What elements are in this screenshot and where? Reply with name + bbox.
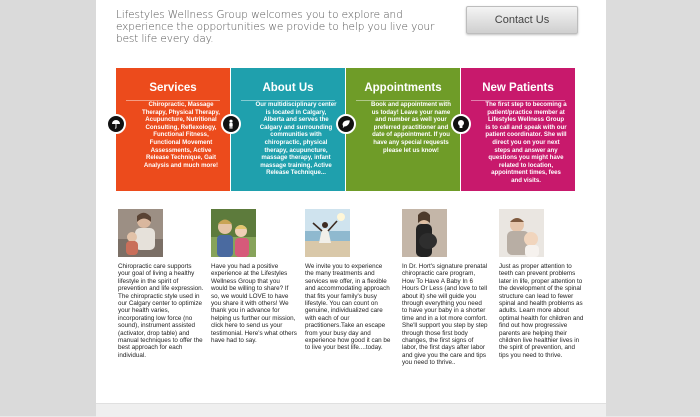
services-panel[interactable]	[116, 68, 230, 191]
panel-text: Chiropractic, Massage Therapy, Physical Therapy, Acupuncture, Nutritional Consulting, Reflexology, Functional Fitness, Functional Movement Assessments, Active Release Technique, Gait Analysis and much more!	[141, 101, 220, 169]
person-icon	[221, 114, 241, 134]
pregnancy-photo	[402, 209, 447, 257]
panel-title[interactable]: About Us	[262, 82, 314, 94]
prenatal-program-text: In Dr. Hort's signature prenatal chiropractic care program, How To Have A Baby In 6 Hours Or Less (and love to tell about it) she will guide you through everything you need to have your baby in a shorter time and in a lot more comfort. She'll support you step by step through those first body changes, the first signs of labor, the first days after labor and give you the care and tips you need to thrive..	[402, 263, 488, 367]
footer-bar	[96, 403, 606, 417]
appointments-panel[interactable]	[346, 68, 460, 191]
lightbulb-icon	[451, 114, 471, 134]
left-background	[0, 0, 96, 416]
children-care-text: Just as proper attention to teeth can prevent problems later in life, proper attention to the development of the spinal structure can lead to fewer spinal and health problems as adults. Learn more about optimal health for children and find out how progressive parents are helping their children live healthier lives in the spirit of prevention, and tips you need to thrive.	[499, 263, 584, 359]
panel-title[interactable]: New Patients	[482, 82, 554, 94]
panel-title[interactable]: Services	[149, 82, 197, 94]
beach-photo	[305, 209, 350, 257]
new-patients-panel[interactable]	[461, 68, 575, 191]
panel-title[interactable]: Appointments	[364, 82, 442, 94]
invite-text: We invite you to experience the many treatments and services we offer, in a flexible and accommodating approach that fits your family's busy lifestyle. You can count on genuine, individualized care with each of our practitioners.Take an escape from your busy day and experience how good it can be to live your best life....today.	[305, 263, 391, 352]
panel-text: Book and appointment with us today! Leave your name and number as well your preferred practitioner and date of appointment. If you have any special requests please let us know!	[371, 101, 451, 154]
contact-us-button[interactable]: Contact Us	[466, 6, 578, 34]
family-photo	[211, 209, 256, 257]
welcome-text: Lifestyles Wellness Group welcomes you to explore and experience the opportunities we provide to help you live your best life every day.	[116, 9, 435, 45]
umbrella-icon	[106, 114, 126, 134]
right-background	[606, 0, 700, 416]
panel-text: Our multidisciplinary center is located in Calgary, Alberta and serves the Calgary and surrounding communities with chiropractic, physical therapy, acupuncture, massage therapy, infant massage training, Active Release Technique...	[255, 101, 337, 177]
leaf-icon	[336, 114, 356, 134]
chiropractic-care-text: Chiropractic care supports your goal of living a healthy lifestyle in the spirit of prevention and life expression. The chiropractic style used in our Calgary center to optimize your health varies, incorporating low force (no sound), instrument assisted (activator, drop table) and manual techniques to offer the best approach for each individual.	[118, 263, 204, 359]
mother-child-photo	[118, 209, 163, 257]
baby-photo	[499, 209, 544, 257]
panel-text: The first step to becoming a patient/practice member at Lifestyles Wellness Group is to call and speak with our patient coordinator. She will direct you on your next steps and answer any questions you might have related to location, appointment times, fees and visits.	[485, 101, 567, 184]
about-us-panel[interactable]	[231, 68, 345, 191]
testimonial-text: Have you had a positive experience at the Lifestyles Wellness Group that you would be willing to share? If so, we would LOVE to have you share it with others! We thank you in advance for helping us further our mission, click here to send us your testimonial. Here's what others have had to say.	[211, 263, 297, 345]
